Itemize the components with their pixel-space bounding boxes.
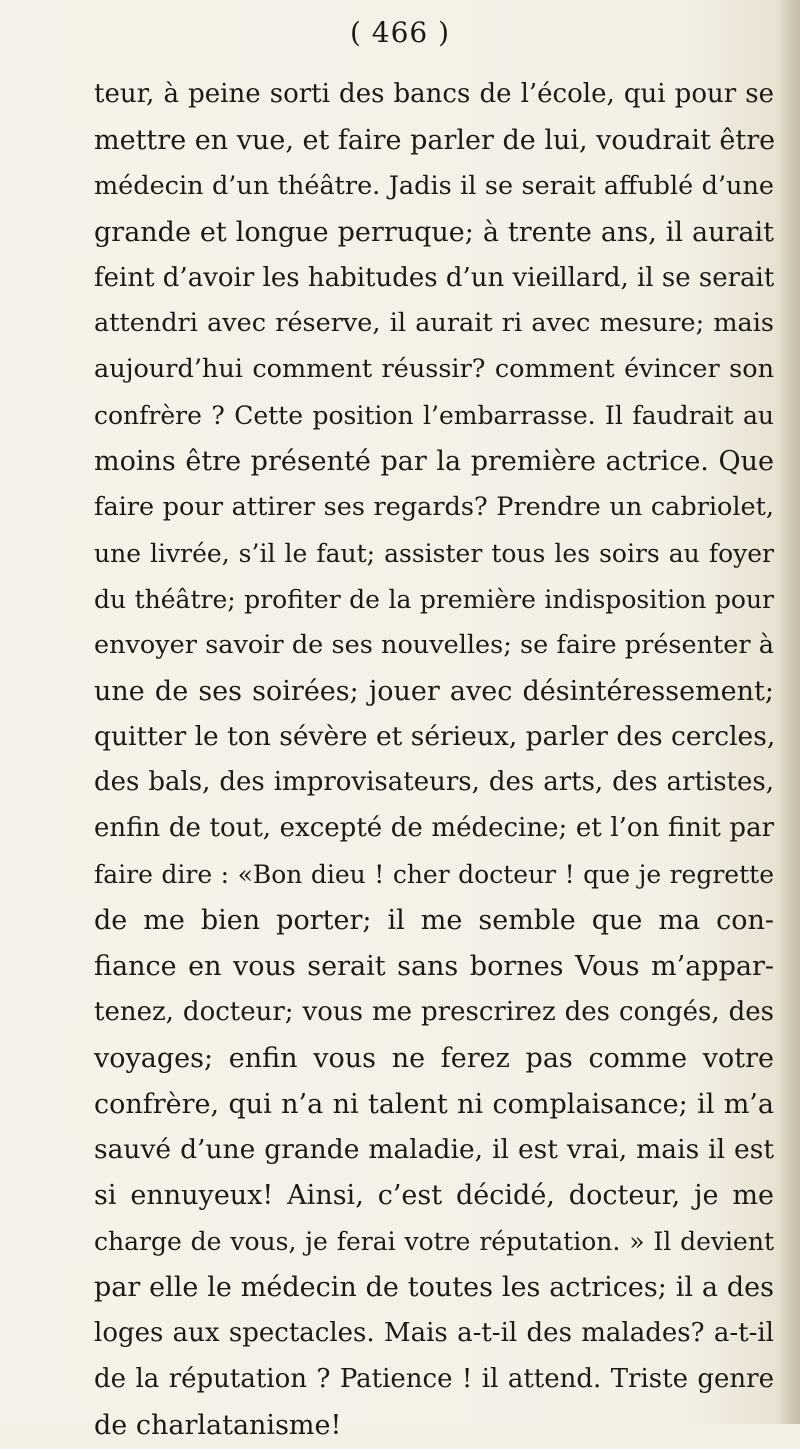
text-line: aujourd’hui comment réussir? comment évincer son [94,354,774,385]
text-line: faire pour attirer ses regards? Prendre un cabriolet, [94,492,774,523]
text-line: attendri avec réserve, il aurait ri avec mesure; mais [94,308,774,339]
text-line: confrère ? Cette position l’embarrasse. Il faudrait au [94,401,774,431]
text-line: envoyer savoir de ses nouvelles; se faire présenter à [94,629,774,660]
text-line: faire dire : «Bon dieu ! cher docteur ! que je regrette [94,860,774,890]
text-line: moins être présenté par la première actrice. Que [94,446,774,478]
text-line: des bals, des improvisateurs, des arts, des artistes, [94,767,774,798]
text-line: par elle le médecin de toutes les actrices; il a des [94,1272,774,1304]
text-line: une livrée, s’il le faut; assister tous les soirs au foyer [94,538,774,568]
text-line: quitter le ton sévère et sérieux, parler des cercles, [94,721,776,753]
text-line: feint d’avoir les habitudes d’un vieillard, il se serait [94,262,775,293]
text-line: de me bien porter; il me semble que ma con- [94,905,774,937]
text-line: teur, à peine sorti des bancs de l’école, qui pour se [94,79,774,109]
text-line: sauvé d’une grande maladie, il est vrai, mais il est [94,1134,774,1166]
text-line: tenez, docteur; vous me prescrirez des congés, des [94,996,774,1027]
text-line: charge de vous, je ferai votre réputation. » Il devient [94,1227,774,1257]
page-edge-shadow [778,0,800,1424]
text-line: mettre en vue, et faire parler de lui, voudrait être [94,124,776,156]
text-line: enfin de tout, excepté de médecine; et l’on finit par [94,813,774,844]
text-line: fiance en vous serait sans bornes Vous m’appar- [94,950,774,982]
text-line: voyages; enfin vous ne ferez pas comme votre [94,1042,774,1074]
text-line: médecin d’un théâtre. Jadis il se serait affublé d’une [94,170,774,201]
body-text [94,72,774,1449]
page-number: ( 466 ) [349,16,451,49]
text-line: de charlatanisme! [94,1409,342,1441]
text-line: grande et longue perruque; à trente ans, il aurait [94,216,774,248]
text-line: une de ses soirées; jouer avec désintéressement; [94,675,774,707]
text-line: de la réputation ? Patience ! il attend. Triste genre [94,1363,774,1394]
text-line: si ennuyeux! Ainsi, c’est décidé, docteur, je me [94,1180,774,1212]
text-line: loges aux spectacles. Mais a-t-il des malades? a-t-il [94,1318,774,1349]
text-line: du théâtre; profiter de la première indisposition pour [94,584,774,614]
text-line: confrère, qui n’a ni talent ni complaisance; il m’a [94,1088,774,1120]
